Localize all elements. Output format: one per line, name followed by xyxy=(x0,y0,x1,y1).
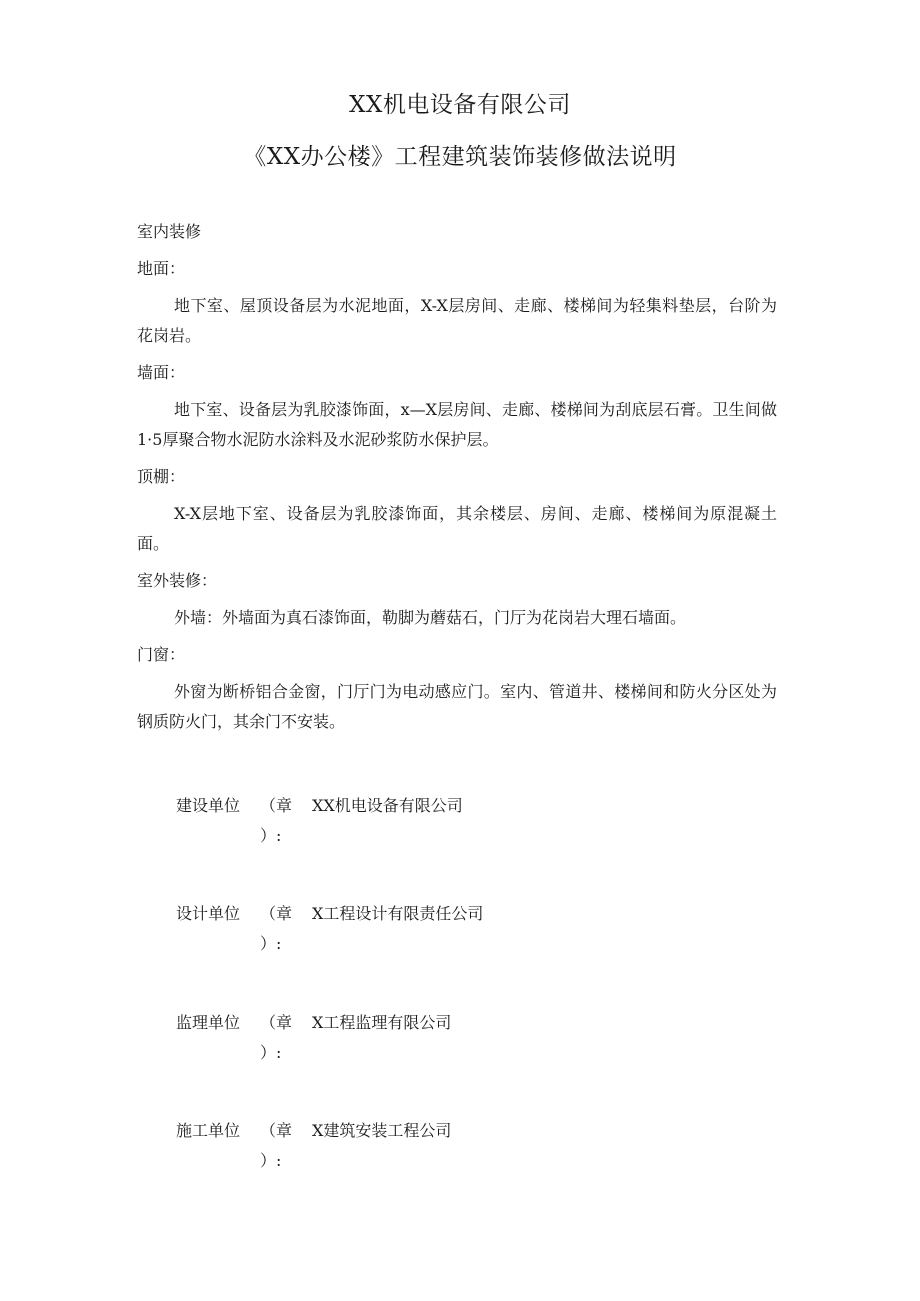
signature-company-name: X工程设计有限责任公司 xyxy=(312,904,484,923)
section-heading-floor: 地面： xyxy=(137,259,186,278)
section-heading-exterior: 室外装修： xyxy=(137,571,218,590)
signature-company-name: X工程监理有限公司 xyxy=(312,1013,452,1032)
signature-row-design xyxy=(176,902,676,962)
seal-open-text: （章 xyxy=(260,1013,293,1032)
signature-seal xyxy=(260,902,300,956)
signature-seal xyxy=(260,1011,300,1065)
signature-unit-label: 设计单位 xyxy=(176,904,241,923)
signature-company-name: X建筑安装工程公司 xyxy=(312,1121,452,1140)
signature-row-contractor xyxy=(176,1119,676,1179)
document-title-project: 《XX办公楼》工程建筑装饰装修做法说明 xyxy=(243,144,677,170)
seal-close-text: ）: xyxy=(260,1151,282,1170)
seal-close-text: ）: xyxy=(260,1043,282,1062)
section-text-doors-windows: 外窗为断桥铝合金窗，门厅门为电动感应门。室内、管道井、楼梯间和防火分区处为钢质防火门，其余门不安装。 xyxy=(137,682,777,731)
document-body xyxy=(137,217,777,744)
document-title-company: XX机电设备有限公司 xyxy=(349,92,571,118)
seal-close-text: ）: xyxy=(260,934,282,953)
seal-open-text: （章 xyxy=(260,904,293,923)
signature-seal xyxy=(260,794,300,848)
seal-close-text: ）: xyxy=(260,826,282,845)
signature-row-construction xyxy=(176,794,676,854)
section-heading-interior: 室内装修 xyxy=(137,222,202,241)
section-text-floor: 地下室、屋顶设备层为水泥地面，X-X层房间、走廊、楼梯间为轻集料垫层，台阶为花岗岩。 xyxy=(137,296,777,345)
signature-unit-label: 建设单位 xyxy=(176,796,241,815)
section-text-ceiling: X-X层地下室、设备层为乳胶漆饰面，其余楼层、房间、走廊、楼梯间为原混凝土面。 xyxy=(137,504,777,553)
section-heading-ceiling: 顶棚： xyxy=(137,467,186,486)
section-text-exterior: 外墙：外墙面为真石漆饰面，勒脚为蘑菇石，门厅为花岗岩大理石墙面。 xyxy=(174,608,687,627)
signature-unit-label: 监理单位 xyxy=(176,1013,241,1032)
signature-seal xyxy=(260,1119,300,1173)
seal-open-text: （章 xyxy=(260,1121,293,1140)
signature-unit-label: 施工单位 xyxy=(176,1121,241,1140)
section-text-wall: 地下室、设备层为乳胶漆饰面，x—X层房间、走廊、楼梯间为刮底层石膏。卫生间做1·5厚聚合物水泥防水涂料及水泥砂浆防水保护层。 xyxy=(137,400,777,449)
signature-row-supervision xyxy=(176,1011,676,1071)
section-heading-wall: 墙面： xyxy=(137,363,186,382)
section-heading-doors-windows: 门窗： xyxy=(137,645,186,664)
seal-open-text: （章 xyxy=(260,796,293,815)
signature-company-name: XX机电设备有限公司 xyxy=(312,796,463,815)
